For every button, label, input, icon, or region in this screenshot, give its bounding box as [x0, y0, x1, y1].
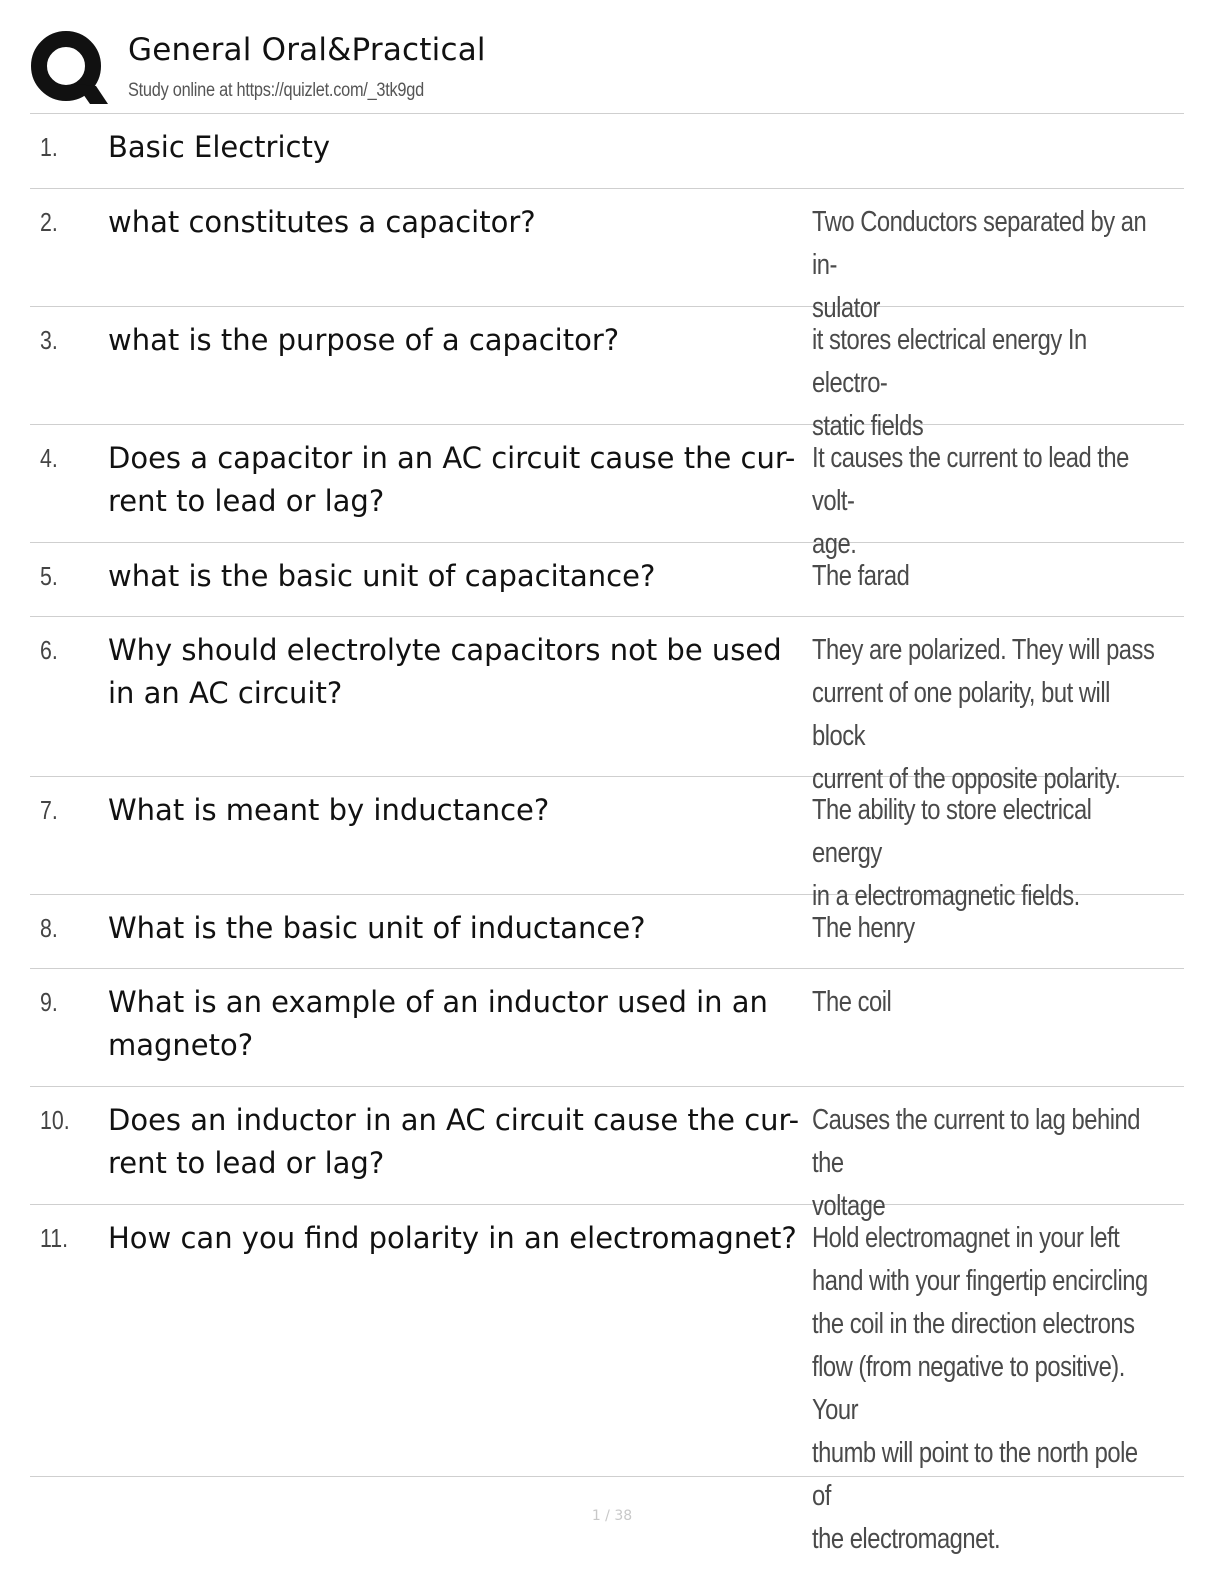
card-definition: Causes the current to lag behind the voltage	[812, 1104, 1140, 1222]
card-number: 2.	[40, 207, 58, 237]
flashcard-row	[30, 969, 1184, 1087]
set-title: General Oral&Practical	[128, 32, 486, 68]
card-number: 7.	[40, 795, 58, 825]
card-definition: it stores electrical energy In electro- static fields	[812, 324, 1087, 442]
card-term: what is the basic unit of capacitance?	[108, 559, 656, 593]
card-definition: The farad	[812, 560, 910, 592]
card-definition: The coil	[812, 986, 892, 1018]
card-term: Basic Electricty	[108, 130, 330, 164]
flashcard-row	[30, 895, 1184, 969]
card-number: 5.	[40, 561, 58, 591]
flashcard-row	[30, 777, 1184, 912]
card-term: How can you find polarity in an electromagnet?	[108, 1221, 797, 1255]
card-term: What is meant by inductance?	[108, 793, 550, 827]
card-definition: Two Conductors separated by an in- sulator	[812, 206, 1147, 324]
card-term: Does an inductor in an AC circuit cause the cur- rent to lead or lag?	[108, 1103, 800, 1180]
flashcard-row	[30, 425, 1184, 560]
flashcard-row	[30, 114, 1184, 189]
card-term: Why should electrolyte capacitors not be used in an AC circuit?	[108, 633, 782, 710]
flashcard-row	[30, 189, 1184, 324]
card-number: 8.	[40, 913, 58, 943]
card-term: Does a capacitor in an AC circuit cause the cur- rent to lead or lag?	[108, 441, 796, 518]
study-online-link[interactable]: Study online at https://quizlet.com/_3tk9gd	[128, 80, 424, 101]
card-definition: They are polarized. They will pass current of one polarity, but will block current of the opposite polarity.	[812, 634, 1155, 795]
card-number: 4.	[40, 443, 58, 473]
card-number: 11.	[40, 1223, 69, 1253]
flashcard-row	[30, 617, 1184, 795]
flashcard-row	[30, 543, 1184, 617]
card-term: what constitutes a capacitor?	[108, 205, 536, 239]
card-term: what is the purpose of a capacitor?	[108, 323, 620, 357]
flashcard-row	[30, 1087, 1184, 1222]
card-number: 10.	[40, 1105, 70, 1135]
card-number: 3.	[40, 325, 58, 355]
flashcard-row	[30, 307, 1184, 442]
card-number: 6.	[40, 635, 58, 665]
page-header	[30, 28, 1184, 114]
page-number: 1 / 38	[591, 1508, 633, 1524]
card-definition: Hold electromagnet in your left hand with your fingertip encircling the coil in the direction electrons flow (from negative to positive). Your thumb will point to the north pole of the electromagnet.	[812, 1222, 1148, 1555]
card-definition: The ability to store electrical energy in a electromagnetic fields.	[812, 794, 1092, 912]
quizlet-logo-icon	[30, 28, 110, 108]
card-definition: The henry	[812, 912, 915, 944]
card-number: 1.	[40, 132, 58, 162]
card-definition: It causes the current to lead the volt- age.	[812, 442, 1129, 560]
card-term: What is the basic unit of inductance?	[108, 911, 646, 945]
card-term: What is an example of an inductor used in an magneto?	[108, 985, 768, 1062]
card-number: 9.	[40, 987, 58, 1017]
